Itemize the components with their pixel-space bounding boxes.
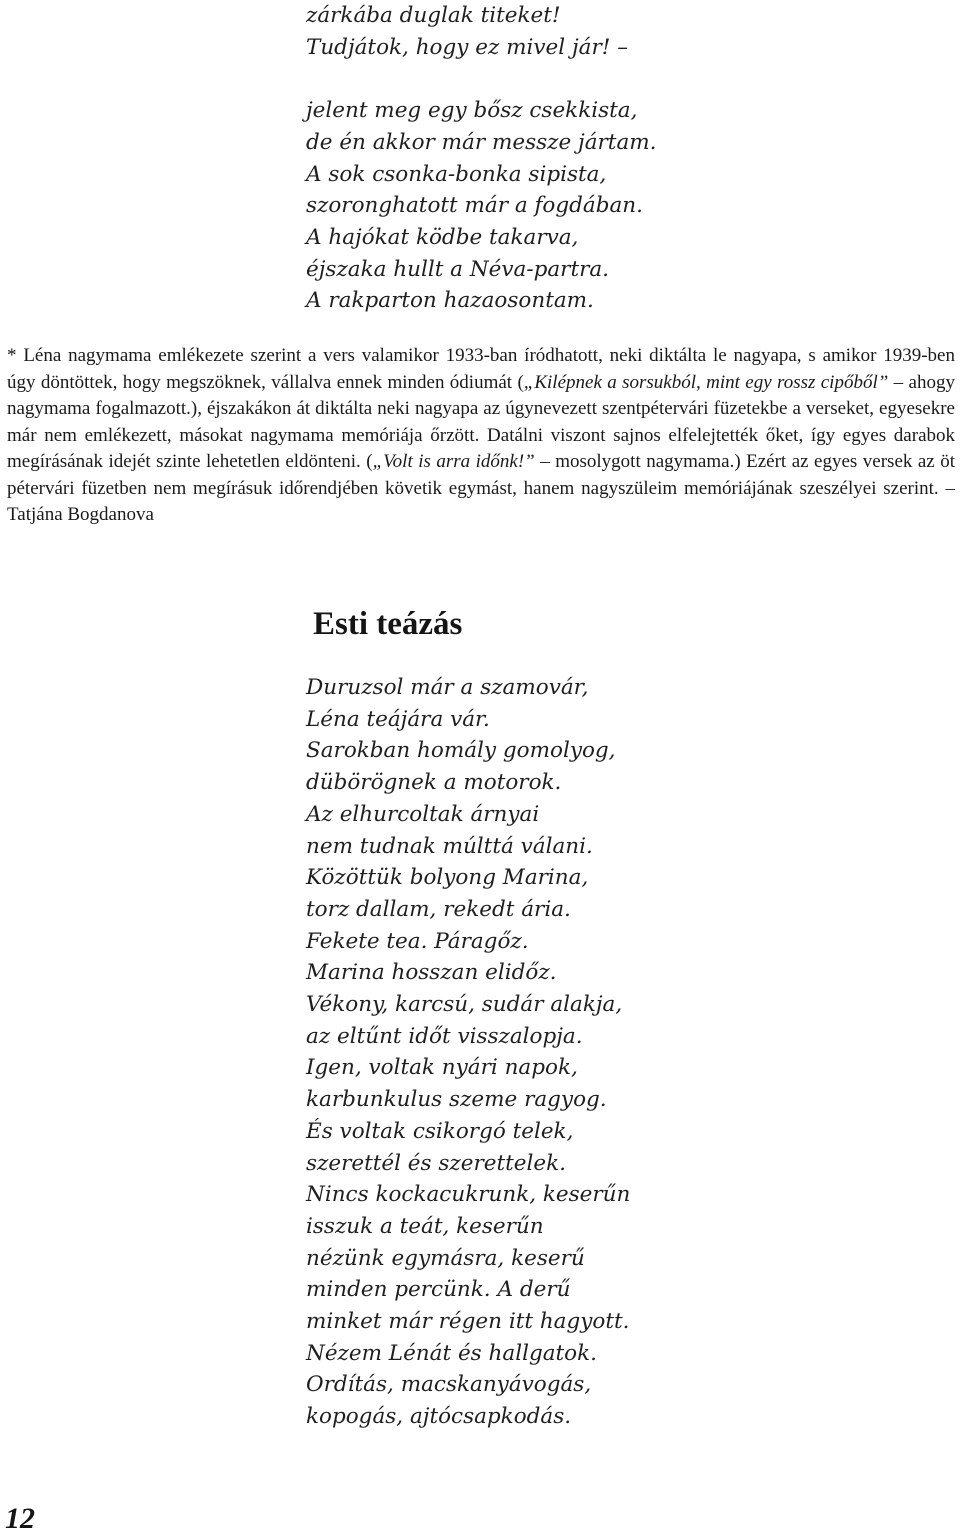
footnote-text: mosolygott nagymama.) Ezért az egyes versek az öt pétervári füzetben nem megírásuk időrendjében követik egymást, hanem nagyszüleim memóriájának szeszélyei szerint. – Tatjána Bogdanova	[7, 451, 955, 525]
poem-line: Közöttük bolyong Marina,	[306, 865, 589, 891]
footnote-quote: „Volt is arra időnk!” –	[372, 451, 550, 472]
poem-line: az eltűnt időt visszalopja.	[306, 1023, 583, 1049]
poem-line: Tudjátok, hogy ez mivel jár! –	[306, 34, 628, 60]
poem-line: jelent meg egy bősz csekkista,	[306, 98, 638, 124]
footnote	[7, 343, 955, 529]
poem-line: A rakparton hazaosontam.	[306, 288, 594, 314]
poem-line: Nincs kockacukrunk, keserűn	[306, 1182, 631, 1208]
poem-line: kopogás, ajtócsapkodás.	[306, 1404, 572, 1430]
footnote-text: ahogy nagymama fogalmazott.), éjszakákon át diktálta neki nagyapa az úgynevezett szentpétervári füzetekbe a verseket, egyesekre már nem emlékezett, másokat nagymama memóriája őrzött. Datálni viszont sajnos elfelejtették őket, így egyes darabok megírásának idejét szinte lehetetlen eldönteni. (	[7, 371, 955, 472]
poem-line: de én akkor már messze jártam.	[306, 129, 657, 155]
poem-line: éjszaka hullt a Néva-partra.	[306, 256, 610, 282]
poem-line: szerettél és szerettelek.	[306, 1150, 566, 1176]
poem-line: karbunkulus szeme ragyog.	[306, 1087, 607, 1113]
poem-line: isszuk a teát, keserűn	[306, 1213, 544, 1239]
stanza-gap	[306, 63, 656, 95]
poem-line: zárkába duglak titeket!	[306, 3, 561, 28]
poem-line: Marina hosszan elidőz.	[306, 960, 557, 986]
footnote-text: * Léna nagymama emlékezete szerint a vers valamikor 1933-ban íródhatott, neki diktálta le nagyapa, s amikor 1939-ben úgy döntöttek, hogy megszöknek, vállalva ennek minden ódiumát (	[7, 345, 955, 393]
poem-line: Nézem Lénát és hallgatok.	[306, 1340, 597, 1366]
poem-line: szoronghatott már a fogdában.	[306, 193, 643, 219]
poem-line: torz dallam, rekedt ária.	[306, 896, 571, 922]
poem-line: minden percünk. A derű	[306, 1277, 571, 1303]
page-number: 12	[5, 1502, 35, 1535]
poem-line: Sarokban homály gomolyog,	[306, 738, 616, 764]
poem-line: nem tudnak múlttá válani.	[306, 833, 593, 859]
poem-line: minket már régen itt hagyott.	[306, 1309, 630, 1335]
poem-line: A hajókat ködbe takarva,	[306, 224, 579, 250]
poem-line: Igen, voltak nyári napok,	[306, 1055, 578, 1081]
poem-line: Az elhurcoltak árnyai	[306, 801, 540, 827]
poem-stanza-continued	[306, 0, 656, 317]
poem-line: Vékony, karcsú, sudár alakja,	[306, 992, 623, 1018]
poem-line: dübörögnek a motorok.	[306, 770, 562, 796]
footnote-quote: „Kilépnek a sorsukból, mint egy rossz cipőből” –	[523, 371, 904, 393]
poem-title: Esti teázás	[313, 606, 463, 642]
poem-line: A sok csonka-bonka sipista,	[306, 161, 607, 187]
poem-line: Ordítás, macskanyávogás,	[306, 1372, 592, 1398]
poem-line: Fekete tea. Páragőz.	[306, 928, 529, 954]
poem-line: nézünk egymásra, keserű	[306, 1245, 585, 1271]
poem-line: Léna teájára vár.	[306, 706, 490, 732]
poem-line: Duruzsol már a szamovár,	[306, 675, 589, 700]
poem-line: És voltak csikorgó telek,	[306, 1118, 574, 1144]
poem-body	[306, 672, 630, 1433]
